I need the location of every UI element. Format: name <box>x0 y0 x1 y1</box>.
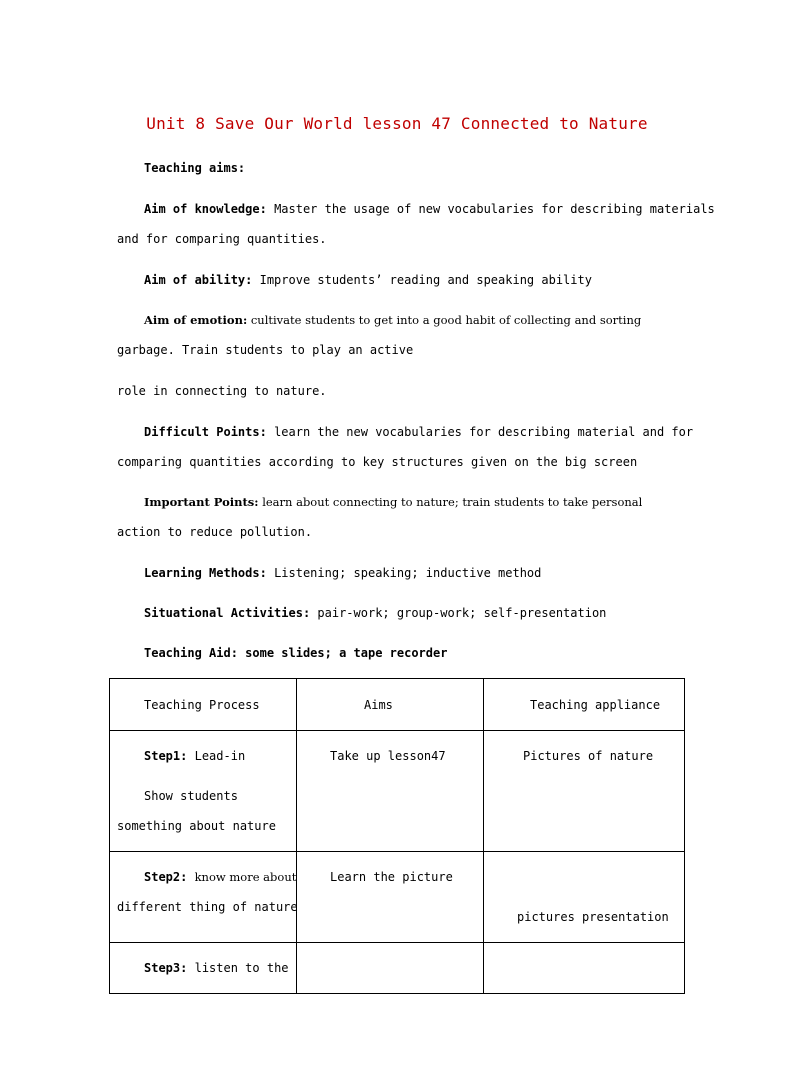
teaching-aid-text: some slides; a tape recorder <box>245 646 448 660</box>
important-points-label: Important Points: <box>144 495 259 509</box>
appliance-cell <box>484 943 685 994</box>
difficult-points-cont: comparing quantities according to key structures given on the big screen <box>117 455 638 469</box>
difficult-points <box>144 425 693 439</box>
aim-emotion-cont2: role in connecting to nature. <box>117 384 327 398</box>
step-label: Step2: <box>144 870 188 884</box>
header-cell: Teaching Process <box>110 679 297 731</box>
important-points-text: learn about connecting to nature; train students to take personal <box>262 495 643 509</box>
step-cell: Step3: listen to the <box>110 943 297 994</box>
learning-methods-text: Listening; speaking; inductive method <box>274 566 542 580</box>
difficult-points-label: Difficult Points: <box>144 425 267 439</box>
aim-ability-text: Improve students’ reading and speaking ability <box>259 273 592 287</box>
table-row <box>110 852 685 943</box>
learning-methods-label: Learning Methods: <box>144 566 267 580</box>
teaching-aims-heading: Teaching aims: <box>144 161 246 175</box>
aim-knowledge-label: Aim of knowledge: <box>144 202 267 216</box>
step-label: Step1: <box>144 749 188 763</box>
aims-cell <box>297 943 484 994</box>
situational-activities <box>144 606 606 620</box>
step-cell: Step1: Lead-in Show students something about nature <box>110 731 297 852</box>
table-header-row <box>110 679 685 731</box>
table-row <box>110 943 685 994</box>
header-cell: Teaching appliance <box>484 679 685 731</box>
document-title: Unit 8 Save Our World lesson 47 Connected to Nature <box>146 114 648 133</box>
teaching-aid <box>144 646 447 660</box>
table-row <box>110 731 685 852</box>
aim-knowledge-cont: and for comparing quantities. <box>117 232 327 246</box>
aim-emotion <box>144 313 641 327</box>
aim-ability-label: Aim of ability: <box>144 273 253 287</box>
important-points-cont: action to reduce pollution. <box>117 525 313 539</box>
appliance-cell: Pictures of nature <box>484 731 685 852</box>
situational-activities-text: pair-work; group-work; self-presentation <box>317 606 607 620</box>
aim-ability <box>144 273 592 287</box>
aim-knowledge <box>144 202 715 216</box>
step-cell: Step2: know more about different thing of nature <box>110 852 297 943</box>
learning-methods <box>144 566 541 580</box>
teaching-process-table <box>109 678 685 994</box>
aim-emotion-text: cultivate students to get into a good habit of collecting and sorting <box>250 313 642 327</box>
appliance-cell: pictures presentation <box>484 852 685 943</box>
aim-emotion-cont1: garbage. Train students to play an active <box>117 343 414 357</box>
situational-activities-label: Situational Activities: <box>144 606 311 620</box>
step-label: Step3: <box>144 961 188 975</box>
aim-emotion-label: Aim of emotion: <box>144 313 248 327</box>
header-cell: Aims <box>297 679 484 731</box>
aims-cell: Take up lesson47 <box>297 731 484 852</box>
aims-cell: Learn the picture <box>297 852 484 943</box>
important-points <box>144 495 642 509</box>
difficult-points-text: learn the new vocabularies for describing material and for <box>274 425 694 439</box>
aim-knowledge-text: Master the usage of new vocabularies for describing materials <box>274 202 715 216</box>
teaching-aid-label: Teaching Aid: <box>144 646 238 660</box>
